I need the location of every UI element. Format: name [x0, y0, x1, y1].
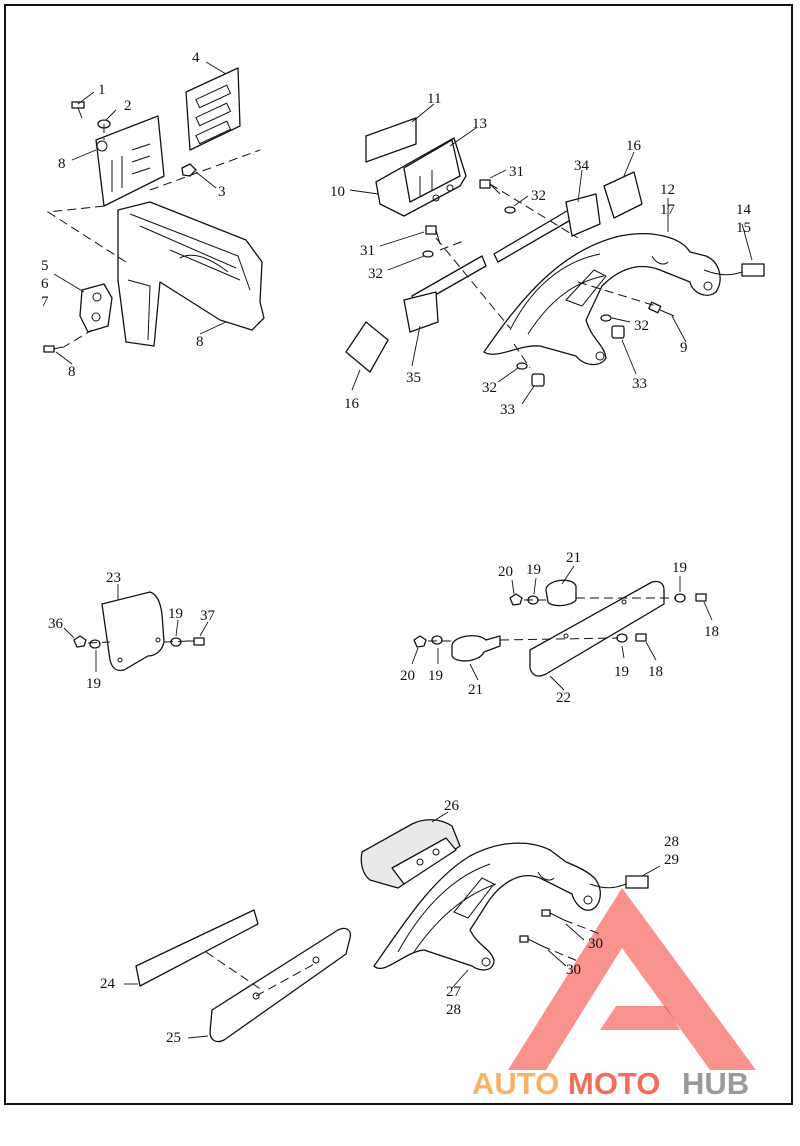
washer-icon: [617, 634, 627, 642]
screw-icon: [186, 638, 204, 645]
part-25-plate: [210, 928, 350, 1041]
watermark-text-auto: AUTO: [472, 1066, 560, 1101]
callout-33-bottom: 33: [500, 402, 515, 418]
part-34-strip: [494, 208, 574, 262]
part-23-plate: [102, 592, 164, 671]
connector-icon: [590, 876, 648, 888]
part-21-clamp: [452, 636, 500, 661]
callout-19-lower: 19: [614, 664, 629, 680]
callout-10: 10: [330, 184, 345, 200]
callout-6: 6: [41, 276, 49, 292]
part-8-mount-plate: [96, 116, 164, 206]
callout-12: 12: [660, 182, 675, 198]
callout-33-right: 33: [632, 376, 647, 392]
callout-35: 35: [406, 370, 421, 386]
part-8-main-bracket: [118, 202, 264, 346]
part-16-pad: [604, 172, 642, 218]
washer-icon: [601, 315, 611, 321]
washer-icon: [675, 594, 685, 602]
callout-8-bracket: 8: [196, 334, 204, 350]
group-middle-left-plate: [48, 570, 216, 692]
callout-8-top: 8: [58, 156, 66, 172]
callout-16-bottom: 16: [344, 396, 359, 412]
washer-icon: [505, 207, 515, 213]
callout-5: 5: [41, 258, 49, 274]
callout-22: 22: [556, 690, 571, 706]
bolt-icon: [480, 180, 500, 194]
callout-19-bottom: 19: [428, 668, 443, 684]
callout-20-bottom: 20: [400, 668, 415, 684]
nut-icon: [510, 594, 522, 605]
callout-32-right: 32: [634, 318, 649, 334]
bolt-icon: [426, 226, 440, 244]
part-21-clamp: [546, 580, 576, 605]
callout-18-top: 18: [704, 624, 719, 640]
callout-19-plate: 19: [168, 606, 183, 622]
group-middle-right-strip: [400, 550, 719, 706]
nut-icon: [74, 636, 86, 647]
callout-25: 25: [166, 1030, 181, 1046]
callout-17: 17: [660, 202, 675, 218]
callout-20-top: 20: [498, 564, 513, 580]
part-4-side-plate: [186, 68, 240, 150]
bolt-icon: [72, 102, 84, 118]
watermark-logo: [472, 888, 756, 1101]
part-34-pad: [566, 194, 600, 236]
part-5-clip: [80, 284, 112, 332]
callout-28-bottom: 28: [446, 1002, 461, 1018]
screw-icon: [636, 634, 646, 641]
callout-28-top: 28: [664, 834, 679, 850]
callout-18-bottom: 18: [648, 664, 663, 680]
callout-27: 27: [446, 984, 461, 1000]
screw-icon: [44, 346, 62, 352]
spacer-icon: [532, 374, 544, 386]
group-bottom-assembly: [100, 798, 679, 1046]
callout-19-left: 19: [86, 676, 101, 692]
washer-icon: [423, 251, 433, 257]
part-24-strip: [136, 910, 258, 986]
callout-15: 15: [736, 220, 751, 236]
callout-4: 4: [192, 50, 200, 66]
callout-34: 34: [574, 158, 589, 174]
watermark-text-hub: HUB: [682, 1066, 750, 1101]
watermark-text-moto: MOTO: [568, 1066, 661, 1101]
washer-icon: [432, 636, 442, 644]
callout-13: 13: [472, 116, 487, 132]
callout-32-left: 32: [368, 266, 383, 282]
callout-37: 37: [200, 608, 215, 624]
group-top-left-bracket: [41, 50, 264, 380]
callout-32-top: 32: [531, 188, 546, 204]
part-35-pad: [404, 292, 438, 332]
screw-icon: [696, 594, 706, 601]
callout-31-bottom: 31: [360, 243, 375, 259]
callout-11: 11: [427, 91, 442, 107]
callout-29: 29: [664, 852, 679, 868]
callout-36: 36: [48, 616, 63, 632]
callout-32-bottom: 32: [482, 380, 497, 396]
callout-23: 23: [106, 570, 121, 586]
callout-26: 26: [444, 798, 459, 814]
callout-30-top: 30: [588, 936, 603, 952]
group-top-right-bracket: [330, 91, 764, 418]
callout-8-bottom: 8: [68, 364, 76, 380]
part-16-pad: [346, 322, 388, 372]
callout-16-top: 16: [626, 138, 641, 154]
callout-21-bottom: 21: [468, 682, 483, 698]
washer-icon: [90, 640, 100, 648]
callout-19-top: 19: [526, 562, 541, 578]
callout-14: 14: [736, 202, 751, 218]
callout-1: 1: [98, 82, 106, 98]
callout-2: 2: [124, 98, 132, 114]
bolt-icon: [649, 302, 674, 316]
callout-3: 3: [218, 184, 226, 200]
callout-9: 9: [680, 340, 688, 356]
washer-icon: [517, 363, 527, 369]
callout-21-top: 21: [566, 550, 581, 566]
nut-icon: [414, 636, 426, 647]
callout-24: 24: [100, 976, 115, 992]
spacer-icon: [612, 326, 624, 338]
callout-7: 7: [41, 294, 49, 310]
callout-30-bottom: 30: [566, 962, 581, 978]
screw-icon: [520, 936, 542, 946]
screw-icon: [542, 910, 564, 920]
callout-31-top: 31: [509, 164, 524, 180]
part-11-pad: [366, 118, 416, 162]
callout-19-right: 19: [672, 560, 687, 576]
